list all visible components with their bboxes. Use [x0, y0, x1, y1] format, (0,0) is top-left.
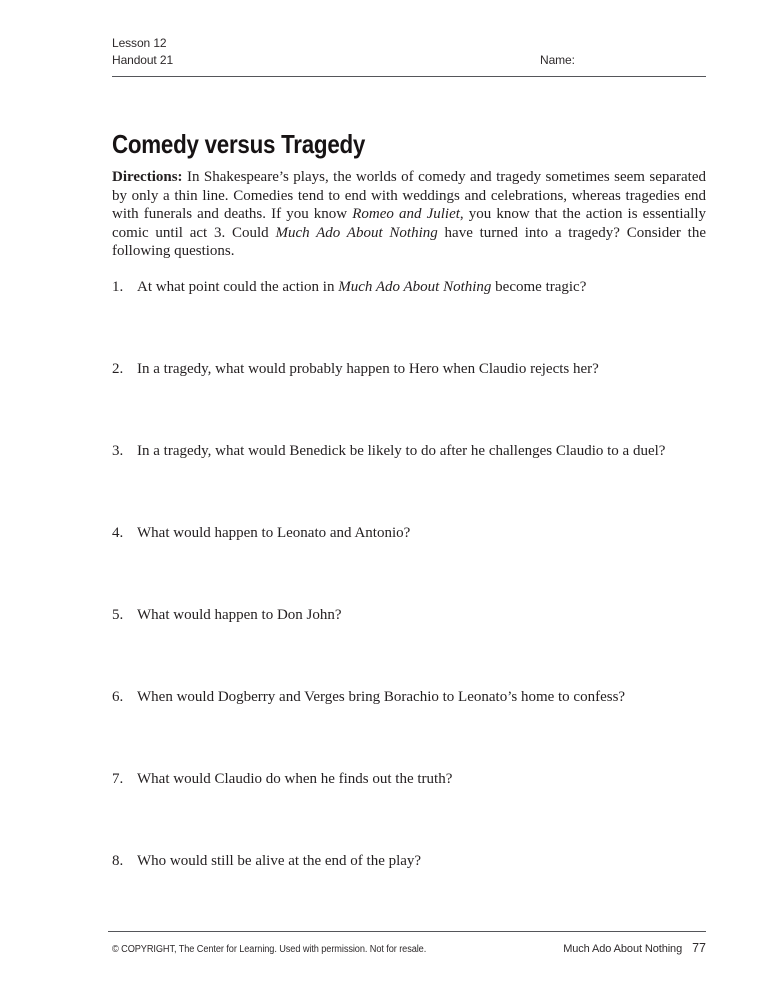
question-text: What would Claudio do when he finds out the truth? — [137, 770, 453, 787]
lesson-label: Lesson 12 — [112, 36, 167, 50]
worksheet-body — [112, 131, 706, 871]
question-text: When would Dogberry and Verges bring Borachio to Leonato’s home to confess? — [137, 688, 626, 705]
header-rule — [112, 76, 706, 77]
directions-paragraph — [112, 168, 706, 261]
page-title: Comedy versus Tragedy — [112, 129, 366, 160]
directions-text: In Shakespeare’s plays, the worlds of comedy and tragedy sometimes seem separated by only a thin line. Comedies tend to end with weddings and celebrations, whereas tragedies end with funerals and deaths. If you know — [112, 169, 706, 223]
question-number: 4. — [112, 524, 124, 541]
question-text: In a tragedy, what would Benedick be likely to do after he challenges Claudio to a duel? — [137, 442, 666, 459]
question-item-2 — [112, 360, 706, 379]
question-item-3 — [112, 442, 706, 461]
page-header — [112, 0, 706, 69]
play-title-italic: Much Ado About Nothing — [338, 278, 492, 295]
question-text: What would happen to Don John? — [137, 606, 342, 623]
question-number: 8. — [112, 852, 124, 869]
page-footer — [112, 941, 706, 955]
question-text: In a tragedy, what would probably happen to Hero when Claudio rejects her? — [137, 360, 599, 377]
footer-right-group — [563, 941, 706, 955]
question-number: 7. — [112, 770, 124, 787]
question-text: At what point could the action in Much Ado About Nothing become tragic? — [137, 278, 587, 295]
copyright-text: © COPYRIGHT, The Center for Learning. Used with permission. Not for resale. — [112, 944, 427, 955]
question-item-8 — [112, 852, 706, 871]
question-item-5 — [112, 606, 706, 625]
question-number: 5. — [112, 606, 124, 623]
question-number: 3. — [112, 442, 124, 459]
question-list — [112, 278, 706, 871]
handout-label: Handout 21 — [112, 53, 174, 67]
play-title-italic: Romeo and Juliet — [352, 206, 460, 223]
question-text: What would happen to Leonato and Antonio? — [137, 524, 411, 541]
question-item-4 — [112, 524, 706, 543]
question-number: 6. — [112, 688, 124, 705]
directions-text: , you know that the action is essentially comic until act 3. Could — [112, 206, 706, 241]
book-title: Much Ado About Nothing — [563, 943, 683, 955]
page-number: 77 — [692, 941, 706, 955]
directions-label: Directions: — [112, 169, 183, 186]
footer-rule — [108, 931, 706, 932]
question-number: 2. — [112, 360, 124, 377]
question-item-7 — [112, 770, 706, 789]
question-item-1 — [112, 278, 706, 297]
question-item-6 — [112, 688, 706, 707]
play-title-italic: Much Ado About Nothing — [275, 224, 438, 241]
directions-text: have turned into a tragedy? Consider the following questions. — [112, 224, 706, 260]
question-text: Who would still be alive at the end of the play? — [137, 852, 422, 869]
name-label: Name: — [540, 53, 575, 67]
question-number: 1. — [112, 278, 124, 295]
